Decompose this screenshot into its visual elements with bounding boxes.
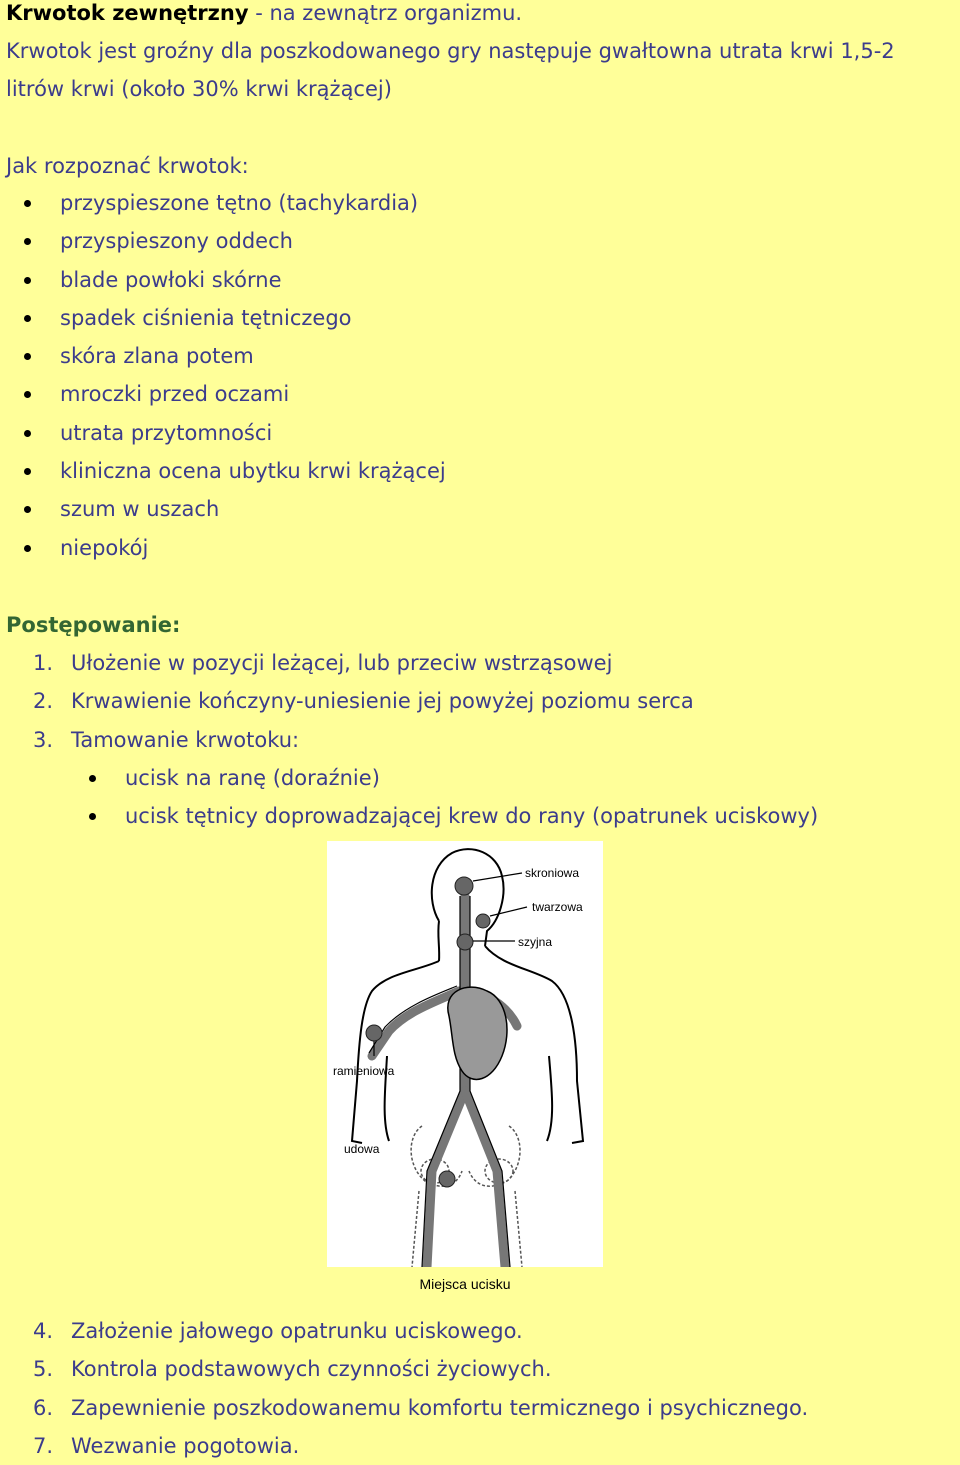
step-number: 2. xyxy=(33,689,54,714)
step-text: Ułożenie w pozycji leżącej, lub przeciw wstrząsowej xyxy=(71,651,613,675)
label-udowa: udowa xyxy=(344,1142,380,1156)
step-text: Zapewnienie poszkodowanemu komfortu termicznego i psychicznego. xyxy=(71,1395,809,1420)
bullet-icon xyxy=(24,545,31,552)
bullet-icon xyxy=(89,775,96,782)
label-skroniowa: skroniowa xyxy=(525,866,580,880)
symptom-list xyxy=(60,184,446,567)
step-number: 7. xyxy=(33,1433,54,1458)
list-item xyxy=(33,721,933,759)
list-item xyxy=(125,797,818,835)
list-item xyxy=(33,1389,953,1427)
body-diagram xyxy=(327,841,603,1267)
recognize-heading: Jak rozpoznać krwotok: xyxy=(6,154,249,178)
title-bold: Krwotok zewnętrzny xyxy=(6,1,249,25)
label-szyjna: szyjna xyxy=(518,935,553,949)
list-item-text: przyspieszone tętno (tachykardia) xyxy=(60,191,419,215)
list-item xyxy=(33,1427,953,1465)
list-item-text: przyspieszony oddech xyxy=(60,229,293,254)
list-item xyxy=(125,759,818,797)
label-twarzowa: twarzowa xyxy=(532,900,583,914)
step-number: 3. xyxy=(33,727,54,752)
bullet-icon xyxy=(24,430,31,437)
list-item-text: mroczki przed oczami xyxy=(60,382,290,407)
procedure-heading: Postępowanie: xyxy=(6,613,181,637)
list-item xyxy=(60,222,446,260)
list-item xyxy=(33,682,933,720)
list-item xyxy=(60,414,446,452)
pressure-points-figure xyxy=(327,841,603,1267)
step-text: Założenie jałowego opatrunku uciskowego. xyxy=(71,1319,523,1343)
step-number: 5. xyxy=(33,1357,54,1382)
list-item xyxy=(60,490,446,528)
step-number: 6. xyxy=(33,1395,54,1420)
list-item xyxy=(60,375,446,413)
list-item xyxy=(33,1312,953,1350)
step-text: Tamowanie krwotoku: xyxy=(71,727,300,752)
list-item-text: ucisk tętnicy doprowadzającej krew do rany (opatrunek uciskowy) xyxy=(125,804,819,829)
list-item-text: blade powłoki skórne xyxy=(60,267,282,292)
list-item-text: niepokój xyxy=(60,535,149,560)
bullet-icon xyxy=(24,506,31,513)
list-item xyxy=(60,184,446,222)
list-item-text: szum w uszach xyxy=(60,497,220,522)
step-text: Krwawienie kończyny-uniesienie jej powyżej poziomu serca xyxy=(71,689,694,714)
list-item-text: ucisk na ranę (doraźnie) xyxy=(125,766,380,790)
intro-line-1: Krwotok jest groźny dla poszkodowanego gry następuje gwałtowna utrata krwi 1,5-2 xyxy=(6,39,895,63)
list-item xyxy=(60,299,446,337)
title-rest: - na zewnątrz organizmu. xyxy=(248,1,523,25)
bullet-icon xyxy=(89,813,96,820)
list-item xyxy=(33,644,933,682)
list-item xyxy=(60,452,446,490)
procedure-steps-top xyxy=(33,644,933,759)
bullet-icon xyxy=(24,200,31,207)
figure-caption: Miejsca ucisku xyxy=(419,1276,511,1292)
list-item xyxy=(60,337,446,375)
intro-line-2: litrów krwi (około 30% krwi krążącej) xyxy=(6,77,392,101)
label-ramieniowa: ramieniowa xyxy=(333,1064,395,1078)
procedure-steps-bottom xyxy=(33,1312,953,1465)
bullet-icon xyxy=(24,468,31,475)
bullet-icon xyxy=(24,238,31,245)
step-number: 4. xyxy=(33,1319,54,1343)
page-title xyxy=(6,0,522,26)
list-item xyxy=(60,261,446,299)
list-item-text: kliniczna ocena ubytku krwi krążącej xyxy=(60,459,446,484)
list-item-text: utrata przytomności xyxy=(60,420,273,445)
step-text: Kontrola podstawowych czynności życiowych. xyxy=(71,1357,552,1382)
list-item xyxy=(60,529,446,567)
list-item-text: spadek ciśnienia tętniczego xyxy=(60,305,352,330)
bullet-icon xyxy=(24,277,31,284)
bullet-icon xyxy=(24,353,31,360)
step-number: 1. xyxy=(33,651,54,675)
bullet-icon xyxy=(24,315,31,322)
bullet-icon xyxy=(24,391,31,398)
list-item-text: skóra zlana potem xyxy=(60,344,254,369)
step-text: Wezwanie pogotowia. xyxy=(71,1433,300,1458)
list-item xyxy=(33,1350,953,1388)
pressure-methods-list xyxy=(125,759,818,836)
